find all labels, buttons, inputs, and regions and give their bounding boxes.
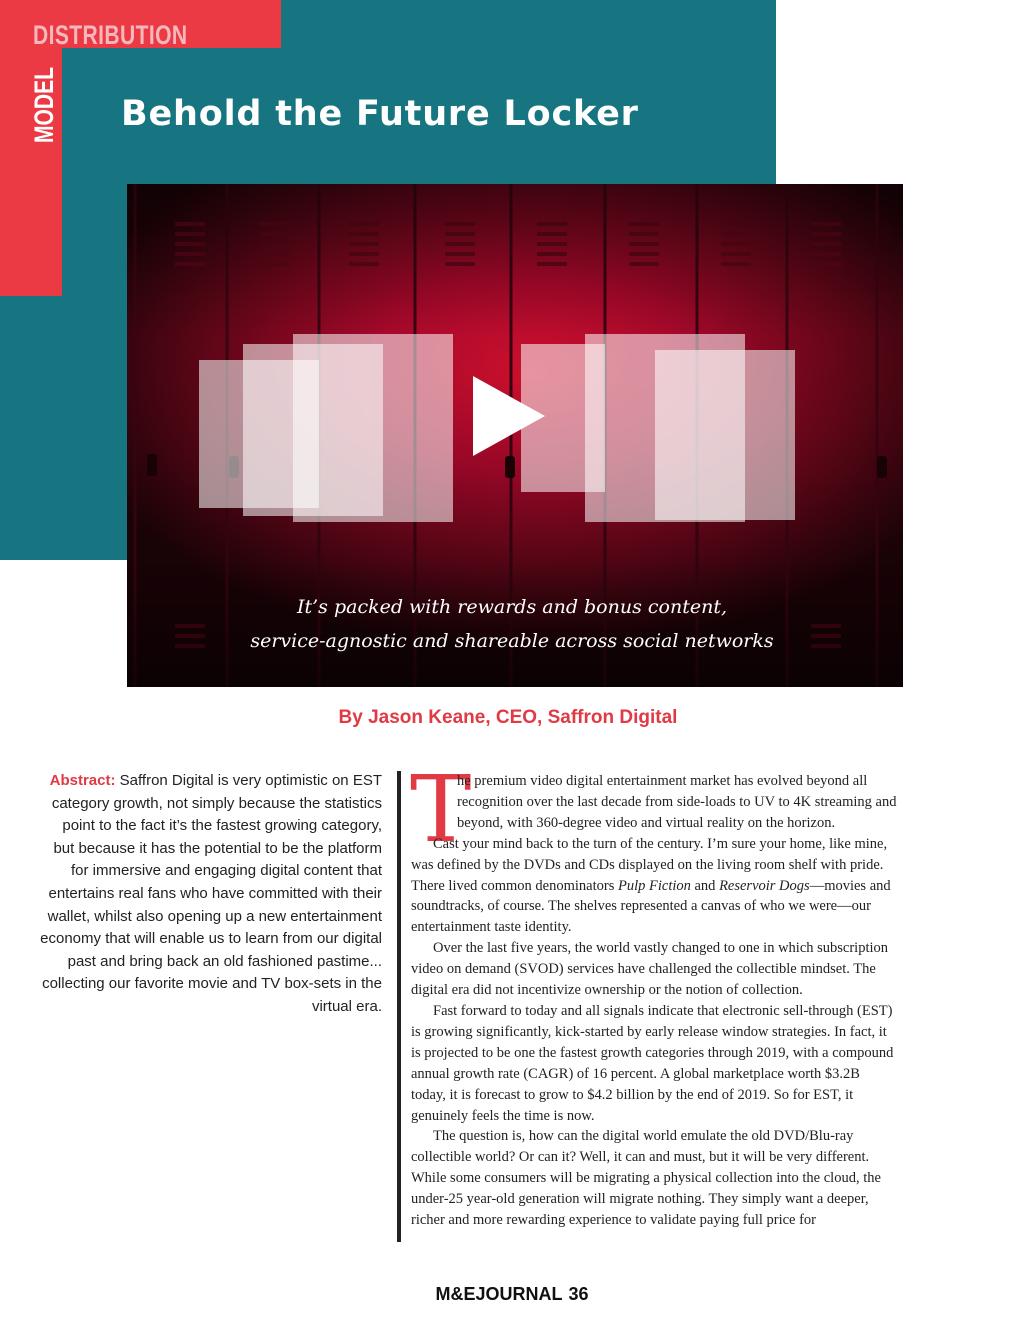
paragraph-1: he premium video digital entertainment market has evolved beyond all recognition over the last decade from side-loads to UV to 4K streaming and beyond, with 360-degree video and virtual reality on the horizon.: [457, 773, 897, 831]
abstract-text: Saffron Digital is very optimistic on EST category growth, not simply because the statistics point to the fact it’s the fastest growing category, but because it has the potential to be the platform for immersive and engaging digital content that entertains real fans who have committed with their wallet, whilst also opening up a new entertainment economy that will enable us to learn from our digital past and bring back an old fashioned pastime... collecting our favorite movie and TV box-sets in the virtual era.: [40, 772, 382, 1015]
byline: By Jason Keane, CEO, Saffron Digital: [338, 707, 678, 728]
paragraph-4: Fast forward to today and all signals indicate that electronic sell-through (EST) is growing significantly, kick-started by early release window strategies. In fact, it is projected to be one the fastest growth categories through 2019, with a compound annual growth rate (CAGR) of 16 percent. A global marketplace worth $3.2B today, it is forecast to grow to $4.2 billion by the end of 2019. So for EST, it genuinely feels the time is now.: [411, 1002, 894, 1124]
hero-caption: [0, 590, 1024, 658]
film-title-reservoir-dogs: Reservoir Dogs: [719, 877, 810, 894]
section-label-distribution: DISTRIBUTION: [33, 20, 188, 50]
page-number: 36: [568, 1284, 589, 1304]
paragraph-2: Cast your mind back to the turn of the century. I’m sure your home, like mine, was defined by the DVDs and CDs displayed on the living room shelf with pride. There lived common denominators Pulp Fiction and Reservoir Dogs—movies and soundtracks, of course. The shelves represented a canvas of who we were—our entertainment taste identity.: [411, 835, 891, 936]
article-title: Behold the Future Locker: [121, 94, 639, 134]
section-label-model: MODEL: [29, 66, 59, 143]
page-footer: [0, 1284, 1024, 1305]
film-title-pulp-fiction: Pulp Fiction: [617, 877, 691, 894]
paragraph-3: Over the last five years, the world vastly changed to one in which subscription video on demand (SVOD) services have challenged the collectible mindset. The digital era did not incentivize ownership or the notion of collection.: [411, 940, 889, 999]
abstract-block: [40, 770, 382, 1019]
column-divider: [397, 771, 401, 1242]
caption-line-1: It’s packed with rewards and bonus content,: [296, 596, 727, 618]
paragraph-5: The question is, how can the digital world emulate the old DVD/Blu-ray collectible world? Or can it? Well, it can and must, but it will be very different. While some consumers will be migrating a physical collection into the cloud, the under-25 year-old generation will migrate nothing. They simply want a deeper, richer and more rewarding experience to validate paying full price for: [411, 1128, 881, 1229]
caption-line-2: service-agnostic and shareable across social networks: [250, 630, 774, 652]
journal-name: M&EJOURNAL: [435, 1284, 563, 1304]
drop-cap: T: [410, 756, 472, 863]
article-body: [411, 771, 897, 1231]
abstract-label: Abstract:: [49, 772, 116, 789]
